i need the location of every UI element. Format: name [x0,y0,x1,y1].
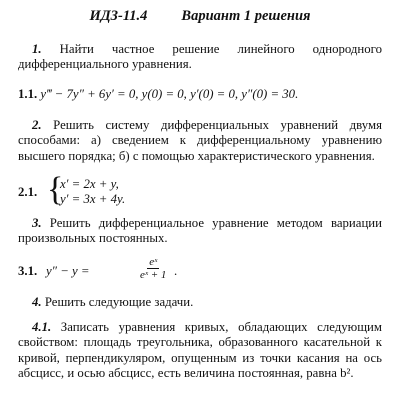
problem-3-1 [18,256,388,286]
problem-1-1-number: 1.1. [18,87,38,101]
problem-3-1-lhs: y″ − y = [46,264,90,278]
fraction-numerator: eˣ [149,256,158,268]
task-3-text: Решить дифференциальное уравнение методом вариации произвольных постоянных. [18,216,382,246]
header-variant: Вариант 1 решения [181,8,311,24]
task-1-number: 1. [32,42,42,56]
task-4 [18,295,382,310]
task-2-text: Решить систему дифференциальных уравнений двумя способами: а) сведением к дифференциальному уравнению высшего порядка; б) с помощью характеристического уравнения. [18,118,383,163]
header-code: ИДЗ-11.4 [89,8,148,24]
task-3 [18,216,382,247]
fraction-denominator: eˣ + 1 [140,269,167,281]
task-3-number: 3. [32,216,42,230]
task-4-1 [18,320,382,382]
task-2-number: 2. [32,118,42,132]
problem-3-1-number: 3.1. [18,264,38,278]
task-4-1-number: 4.1. [32,320,52,334]
task-4-number: 4. [32,295,42,309]
system-equation-2: y′ = 3x + 4y. [60,192,126,206]
system-brace: { [47,171,64,208]
task-4-1-text: Записать уравнения кривых, обладающих следующим свойством: площадь треугольника, образованного касательной к кривой, перпендикуляром, опущенным из точки касания на ось абсцисс, и осью абсцисс, есть величина постоянная, равна b². [18,320,382,381]
problem-1-1 [18,87,388,102]
problem-2-1-number: 2.1. [18,185,38,199]
page-header [0,8,400,25]
task-1-text: Найти частное решение линейного однородного дифференциального уравнения. [18,42,382,72]
task-2 [18,118,382,164]
system-equation-1: x′ = 2x + y, [60,177,119,191]
task-1 [18,42,382,73]
problem-3-1-fraction [140,256,166,282]
task-4-text: Решить следующие задачи. [44,295,194,309]
problem-3-1-end: . [174,264,178,278]
problem-1-1-equation: y‴ − 7y″ + 6y′ = 0, y(0) = 0, y′(0) = 0, y″(0) = 30. [40,87,299,101]
